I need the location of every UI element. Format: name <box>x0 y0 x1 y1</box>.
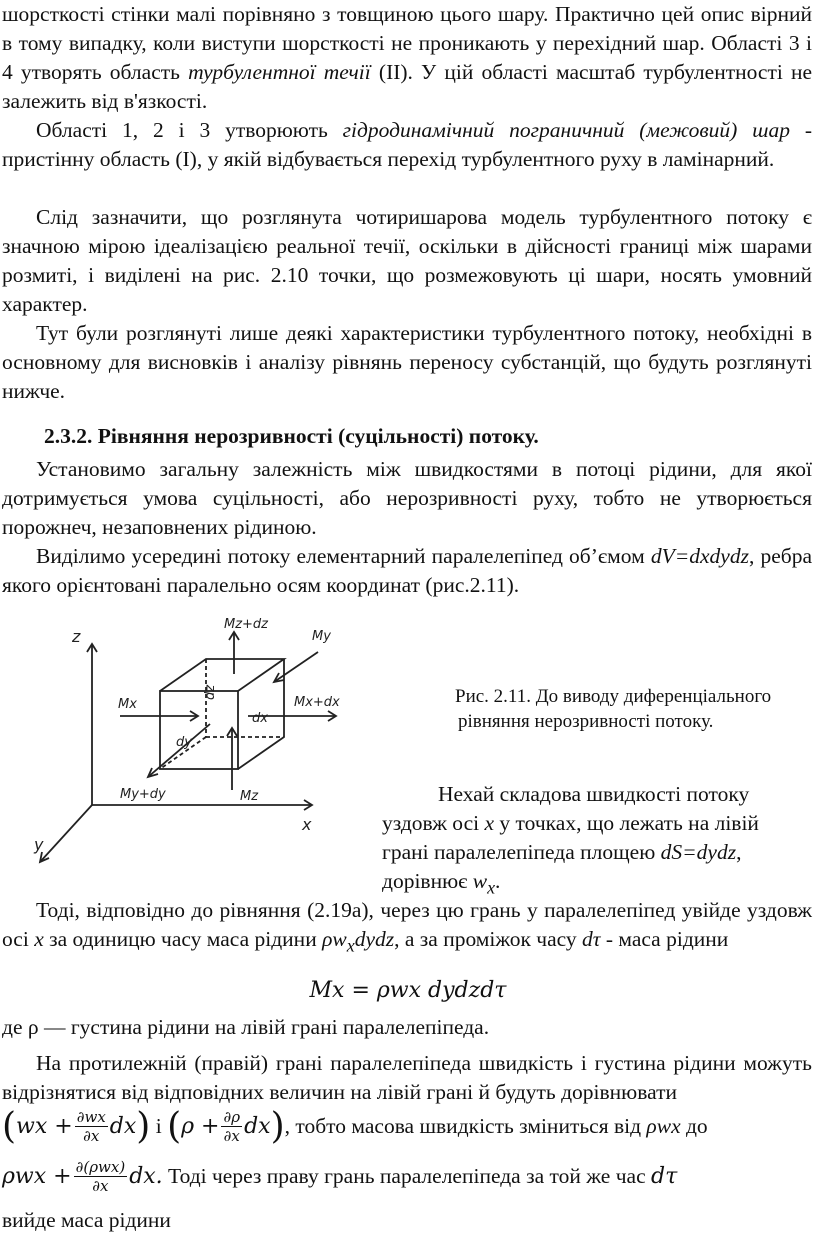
figure-caption-line-2: рівняння нерозривності потоку. <box>458 711 714 732</box>
parallelepiped-figure <box>20 612 370 882</box>
section-heading: 2.3.2. Рівняння нерозривності (суцільності) потоку. <box>44 424 539 448</box>
side-text-line-1: Нехай складова швидкості потоку <box>438 782 750 806</box>
mass-formula: Mx = ρwx dydzdτ <box>309 978 507 1003</box>
y-axis-line <box>40 805 92 862</box>
my-dy-label: My+dy <box>120 787 166 802</box>
my-arrow <box>274 652 318 682</box>
mx-label: Mx <box>118 697 137 712</box>
paragraph-8: де ρ — густина рідини на лівій грані паралелепіпеда. <box>2 1015 490 1039</box>
paragraph-3: Слід зазначити, що розглянута чотиришарова модель турбулентного потоку є значною мірою ідеалізацією реальної течії, оскільки в дійсності границі між шарами розмиті, і виділені на рис. 2.10 точки, що розмежовують ці шари, носять умовний характер. <box>2 205 812 316</box>
x-axis-label: x <box>302 815 312 834</box>
paragraph-6: Виділимо усередині потоку елементарний паралелепіпед об’ємом dV=dxdydz, ребра якого орієнтовані паралельно осям координат (рис.2.11). <box>2 544 812 597</box>
math-line-2: ρwx + $\frac{\text{∂(ρwx)}}{\partial x}$ dx. Тоді через праву грань паралелепіпеда за той же час dτ <box>2 1158 678 1195</box>
my-label: My <box>312 629 331 644</box>
paragraph-4: Тут були розглянуті лише деякі характеристики турбулентного потоку, необхідні в основному для висновків і аналізу рівнянь переносу субстанцій, що будуть розглянуті нижче. <box>2 321 812 403</box>
dy-label: dy <box>176 735 192 750</box>
figure-caption-line-1: Рис. 2.11. До виводу диференціального <box>455 686 772 707</box>
mz-label: Mz <box>240 789 259 804</box>
mz-dz-label: Mz+dz <box>224 617 269 632</box>
side-text-line-2: уздовж осі x у точках, що лежать на лівій <box>382 811 759 835</box>
z-axis-label: z <box>72 627 81 646</box>
paragraph-7: Тоді, відповідно до рівняння (2.19а), через цю грань у паралелепіпед увійде уздовж осі x за одиницю часу маса рідини $\rho w_xdydz$, а за проміжок часу dτ - маса рідини <box>2 898 812 956</box>
side-text-line-3: грані паралелепіпеда площею dS=dydz, <box>382 840 742 864</box>
mx-dx-label: Mx+dx <box>294 695 340 710</box>
last-line: вийде маса рідини <box>2 1208 171 1232</box>
paragraph-9: На протилежній (правій) грані паралелепіпеда швидкість і густина рідини можуть відрізнятися від відповідних величин на лівій грані й будуть дорівнювати <box>2 1051 812 1104</box>
dz-label: dz <box>203 684 218 700</box>
box-top-face <box>160 659 284 691</box>
paragraph-1: шорсткості стінки малі порівняно з товщиною цього шару. Практично цей опис вірний в тому випадку, коли виступи шорсткості не проникають у перехідний шар. Області 3 і 4 утворять область турбулентної течії (ІІ). У цій області масштаб турбулентності не залежить від в'язкості. <box>2 2 813 113</box>
y-axis-label: y <box>34 835 44 854</box>
my-arrowhead <box>274 673 284 682</box>
dx-label: dx <box>252 711 268 726</box>
side-text-line-4: дорівнює $w_x$. <box>382 869 501 898</box>
math-line-1: (wx + $\frac{\partial wx}{\partial x}$ dx) і (ρ + $\frac{\partial\rho}{\partial x}$ dx), тобто масова швидкість зміниться від ρwx до <box>2 1106 708 1147</box>
paragraph-5: Установимо загальну залежність між швидкостями в потоці рідини, для якої дотримується умова суцільності, або нерозривності руху, тобто не утворюється порожнеч, незаповнених рідиною. <box>2 457 812 539</box>
paragraph-2: Області 1, 2 і 3 утворюють гідродинамічний пограничний (межовий) шар - пристінну область (І), у якій відбувається перехід турбулентного руху в ламінарний. <box>2 118 812 171</box>
